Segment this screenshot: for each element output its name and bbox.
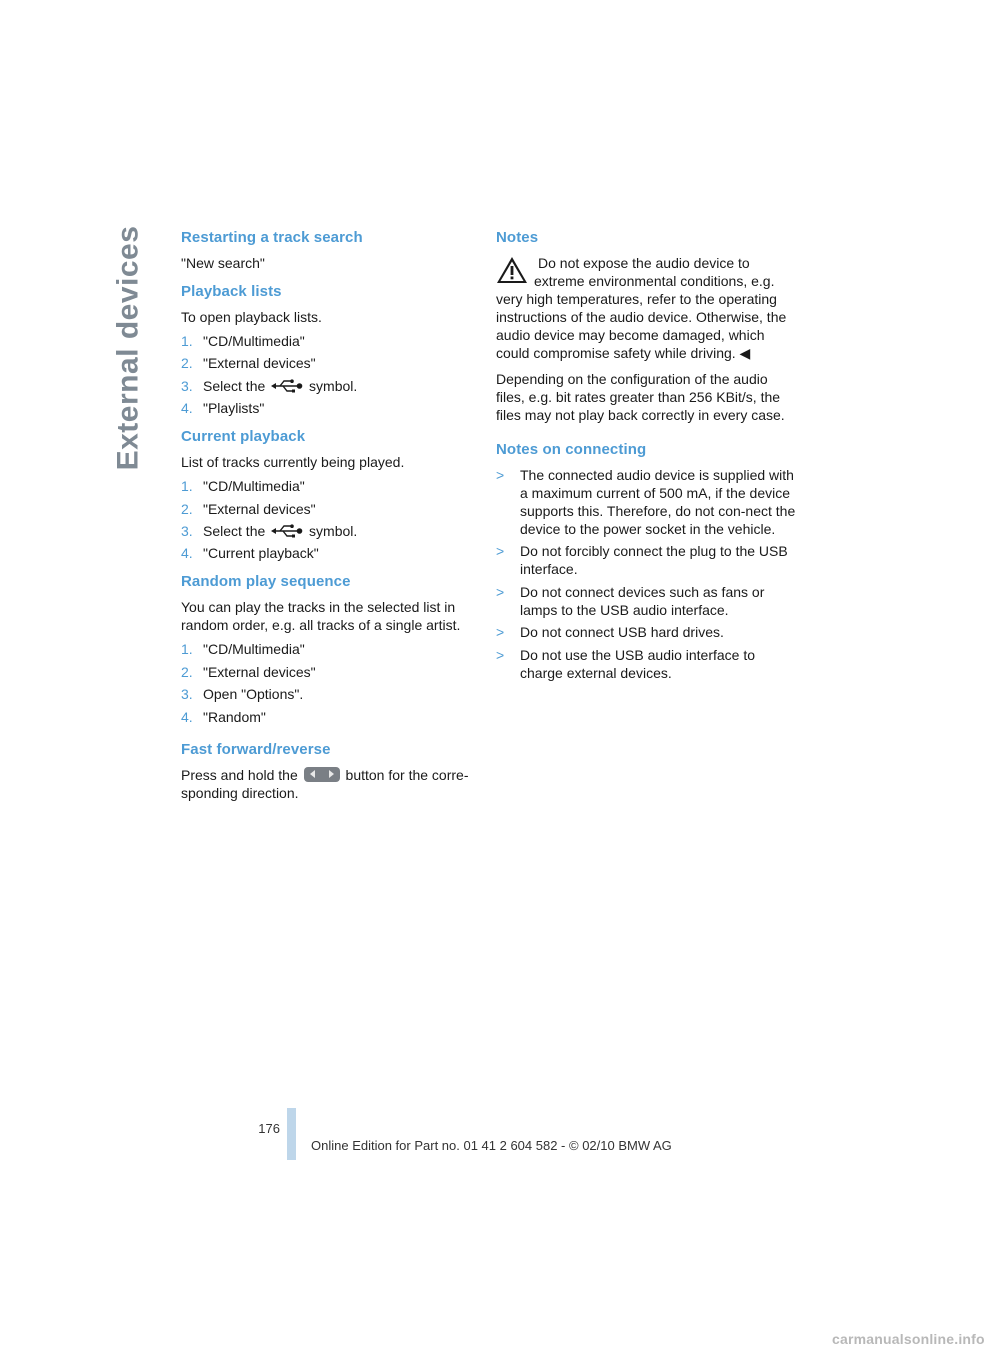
section-heading: Playback lists (181, 283, 282, 300)
step-text: "External devices" (203, 355, 316, 372)
chapter-sidebar-title: External devices (111, 225, 144, 471)
step-text: "CD/Multimedia" (203, 478, 305, 495)
bullet-item (496, 466, 796, 538)
bullet-text: Do not use the USB audio interface to charge external devices. (520, 646, 756, 681)
right-column (496, 228, 796, 692)
step-number: 2. (181, 355, 193, 372)
bullet-mark: > (496, 467, 505, 483)
step-text: "External devices" (203, 500, 316, 517)
bullet-text: Do not forcibly connect the plug to the USB interface. (520, 543, 788, 578)
bullet-mark: > (496, 646, 505, 663)
step-number: 2. (181, 500, 193, 517)
step-text: "Current playback" (203, 545, 319, 562)
section-text: Press and hold the button for the corre-sponding direction. (181, 766, 469, 801)
step-number: 2. (181, 663, 193, 680)
section-notes-connecting (496, 440, 796, 682)
bullet-item (496, 646, 796, 682)
step-item (181, 500, 471, 518)
bullet-mark: > (496, 583, 505, 600)
step-text: "Random" (203, 708, 266, 725)
step-number: 3. (181, 377, 193, 394)
left-column (181, 228, 471, 812)
section-heading: Restarting a track search (181, 229, 363, 246)
section-current-playback (181, 427, 471, 562)
step-number: 1. (181, 333, 193, 349)
step-number: 3. (181, 522, 193, 539)
section-playback-lists (181, 282, 471, 417)
section-notes (496, 228, 796, 424)
bullet-item (496, 583, 796, 619)
edition-notice: Online Edition for Part no. 01 41 2 604 582 - © 02/10 BMW AG (311, 1138, 672, 1153)
step-number: 4. (181, 545, 193, 562)
step-number: 1. (181, 641, 193, 658)
step-item (181, 544, 471, 562)
bullet-item (496, 542, 796, 578)
section-random-play (181, 572, 471, 725)
step-item (181, 708, 471, 726)
section-intro: You can play the tracks in the selected list in random order, e.g. all tracks of a single artist. (181, 599, 461, 634)
usb-icon (271, 524, 303, 538)
page-number: 176 (258, 1121, 280, 1136)
bullet-text: The connected audio device is supplied with a maximum current of 500 mA, if the device supports this. Therefore, do not con-nect the device to the power socket in the vehicle. (520, 467, 796, 537)
section-intro: List of tracks currently being played. (181, 454, 405, 471)
end-mark: ◀ (739, 345, 751, 361)
bullet-mark: > (496, 624, 505, 641)
step-item (181, 332, 471, 350)
step-item (181, 663, 471, 681)
watermark: carmanualsonline.info (832, 1331, 985, 1347)
step-text: "CD/Multimedia" (203, 333, 305, 349)
step-number: 4. (181, 708, 193, 725)
step-item (181, 685, 471, 703)
step-item (181, 640, 471, 658)
step-number: 3. (181, 686, 193, 703)
step-item (181, 477, 471, 495)
step-text: "CD/Multimedia" (203, 641, 305, 658)
section-heading: Current playback (181, 428, 306, 446)
step-text: "External devices" (203, 663, 316, 680)
section-text: Depending on the configuration of the audio files, e.g. bit rates greater than 256 KBit/s, the files may not play back correctly in every case. (496, 371, 785, 423)
usb-icon (271, 379, 303, 393)
footer-accent-bar (287, 1108, 296, 1160)
step-item (181, 399, 471, 417)
seek-button-icon (304, 767, 340, 782)
step-item (181, 377, 471, 395)
section-heading: Notes (496, 229, 539, 246)
warning-paragraph: Do not expose the audio device to extreme environmental conditions, e.g. very high temperatures, refer to the operating instructions of the audio device. Otherwise, the audio device may become damaged, which could compromise safety while driving. ◀ (496, 255, 787, 361)
section-fast-forward (181, 740, 471, 802)
bullet-text: Do not connect USB hard drives. (520, 624, 724, 641)
bullet-mark: > (496, 543, 505, 560)
section-restart-search (181, 228, 471, 272)
step-text: Select the symbol. (203, 522, 358, 539)
section-text: "New search" (181, 255, 265, 271)
step-number: 1. (181, 478, 193, 495)
step-item (181, 522, 471, 540)
step-number: 4. (181, 400, 193, 417)
section-heading: Fast forward/reverse (181, 740, 331, 758)
bullet-text: Do not connect devices such as fans or lamps to the USB audio interface. (520, 583, 765, 618)
step-item (181, 354, 471, 372)
step-text: Select the symbol. (203, 377, 358, 394)
bullet-item (496, 623, 796, 641)
step-text: Open "Options". (203, 686, 304, 703)
section-intro: To open playback lists. (181, 309, 322, 325)
section-heading: Random play sequence (181, 573, 351, 591)
section-heading: Notes on connecting (496, 441, 647, 458)
step-text: "Playlists" (203, 400, 265, 417)
warning-icon (496, 255, 528, 285)
